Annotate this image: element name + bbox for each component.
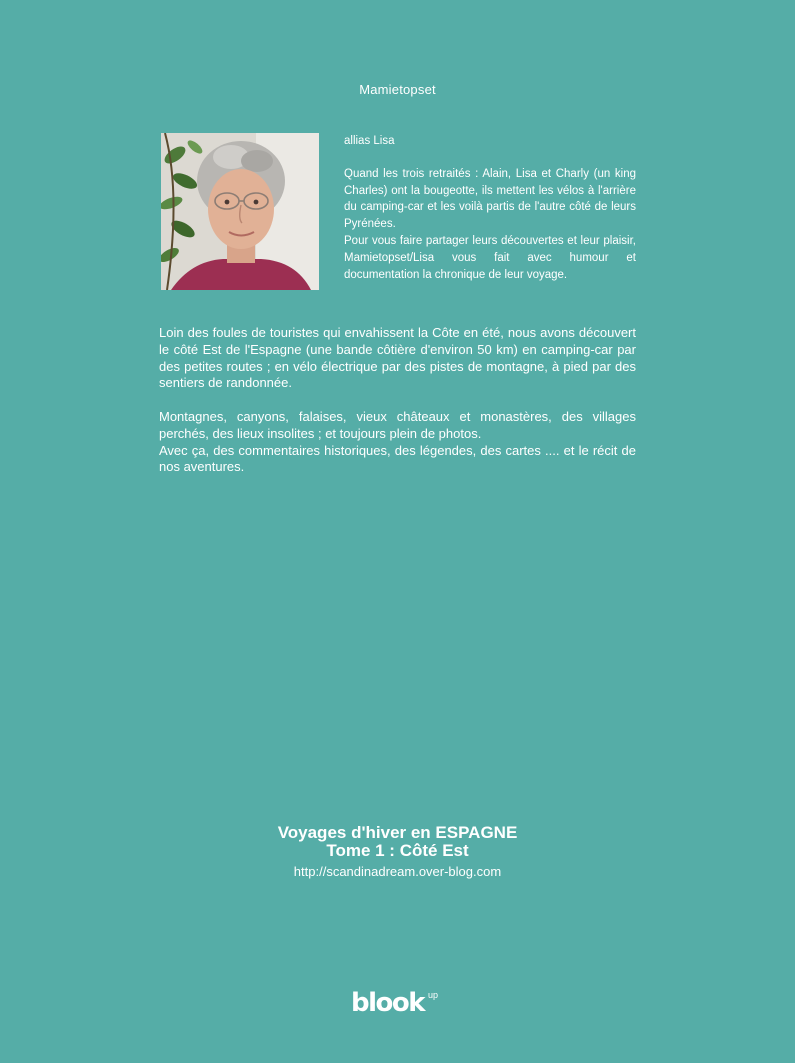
book-subtitle-line: Tome 1 : Côté Est — [326, 841, 469, 860]
author-name: Mamietopset — [359, 82, 436, 97]
summary-paragraph: Loin des foules de touristes qui envahissent la Côte en été, nous avons découvert le côté Est de l'Espagne (une bande côtière d'environ 50 km) en camping-car par des petites routes ; en vélo électrique par des pistes de montagne, à pied par des sentiers de randonnée. — [159, 325, 636, 391]
bio-paragraph: Quand les trois retraités : Alain, Lisa et Charly (un king Charles) ont la bougeotte, ils mettent les vélos à l'arrière du camping-car et les voilà partis de l'autre côté de leurs Pyrénées. — [344, 167, 636, 231]
book-title — [0, 824, 795, 860]
summary-paragraph: Montagnes, canyons, falaises, vieux châteaux et monastères, des villages perchés, des lieux insolites ; et toujours plein de photos. — [159, 408, 636, 441]
book-summary — [159, 325, 636, 476]
blog-url: http://scandinadream.over-blog.com — [293, 864, 502, 879]
author-alias: allias Lisa — [344, 135, 395, 147]
author-portrait-photo — [161, 133, 319, 290]
book-title-line: Voyages d'hiver en ESPAGNE — [277, 823, 518, 842]
logo-word: blook — [351, 988, 425, 1018]
bio-paragraph: Pour vous faire partager leurs découvertes et leur plaisir, Mamietopset/Lisa vous fait avec humour et documentation la chronique de leur voyage. — [344, 234, 636, 281]
portrait-illustration — [161, 133, 319, 290]
logo-superscript: up — [428, 990, 439, 1000]
author-bio — [344, 133, 636, 283]
summary-paragraph: Avec ça, des commentaires historiques, des légendes, des cartes .... et le récit de nos aventures. — [159, 442, 636, 475]
blookup-logo — [351, 988, 439, 1022]
